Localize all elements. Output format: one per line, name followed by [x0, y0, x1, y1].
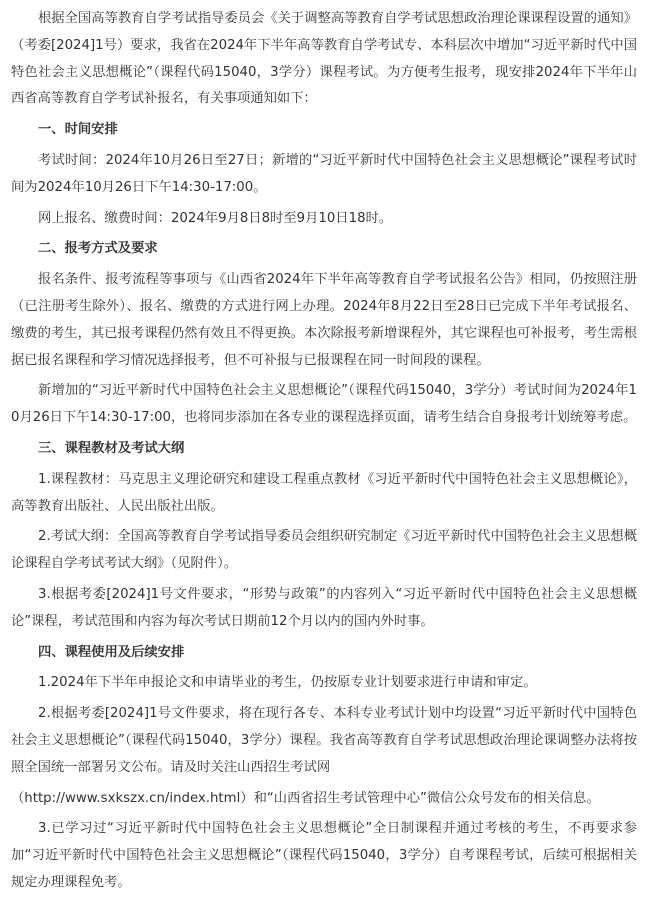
section-heading-schedule: 一、时间安排 [38, 122, 118, 138]
curriculum-paragraph: 2.根据考委[2024]1号文件要求，将在现行各专、本科专业考试计划中均设置“习近平新时代中国特色社会主义思想概论”（课程代码15040，3学分）课程。我省高等教育自学考试思想政治理论课调整办法将按照全国统一部署另文公布。请及时关注山西招生考试网 [11, 706, 637, 775]
registration-requirements-paragraph: 报名条件、报考流程等事项与《山西省2024年下半年高等教育自学考试报名公告》相同，仍按照注册（已注册考生除外）、报名、缴费的方式进行网上办理。2024年8月22日至28日已完成下半年考试报名、缴费的考生，其已报考课程仍然有效且不得更换。本次除报考新增课程外，其它课程也可补报考，考生需根据已报名课程和学习情况选择报考，但不可补报与已报课程在同一时间段的课程。 [11, 272, 637, 368]
thesis-paragraph: 1.2024年下半年申报论文和申请毕业的考生，仍按原专业计划要求进行申请和审定。 [38, 675, 537, 691]
registration-time-paragraph: 网上报名、缴费时间：2024年9月8日8时至9月10日18时。 [38, 210, 393, 226]
exam-time-paragraph: 考试时间：2024年10月26日至27日；新增的“习近平新时代中国特色社会主义思想概论”课程考试时间为2024年10月26日下午14:30-17:00。 [11, 152, 637, 195]
textbook-paragraph: 1.课程教材：马克思主义理论研究和建设工程重点教材《习近平新时代中国特色社会主义思想概论》，高等教育出版社、人民出版社出版。 [11, 471, 637, 514]
new-course-time-paragraph: 新增加的“习近平新时代中国特色社会主义思想概论”（课程代码15040，3学分）考试时间为2024年10月26日下午14:30-17:00，也将同步添加在各专业的课程选择页面，请考生结合自身报考计划统筹考虑。 [11, 383, 637, 426]
syllabus-paragraph: 2.考试大纲：全国高等教育自学考试指导委员会组织研究制定《习近平新时代中国特色社会主义思想概论课程自学考试考试大纲》（见附件）。 [11, 529, 637, 572]
intro-paragraph: 根据全国高等教育自学考试指导委员会《关于调整高等教育自学考试思想政治理论课课程设置的通知》（考委[2024]1号）要求，我省在2024年下半年高等教育自学考试专、本科层次中增加“习近平新时代中国特色社会主义思想概论”（课程代码15040，3学分）课程考试。为方便考生报考，现安排2024年下半年山西省高等教育自学考试补报名，有关事项通知如下： [11, 11, 637, 107]
current-affairs-paragraph: 3.根据考委[2024]1号文件要求，“形势与政策”的内容列入“习近平新时代中国特色社会主义思想概论”课程，考试范围和内容为每次考试日期前12个月以内的国内外时事。 [11, 586, 637, 629]
section-heading-materials: 三、课程教材及考试大纲 [38, 440, 185, 456]
website-link-paragraph[interactable]: （http://www.sxkszx.cn/index.html）和“山西省招生考试管理中心”微信公众号发布的相关信息。 [11, 790, 600, 806]
section-heading-follow-up: 四、课程使用及后续安排 [38, 644, 185, 660]
section-heading-registration: 二、报考方式及要求 [38, 241, 158, 257]
exemption-paragraph: 3.已学习过“习近平新时代中国特色社会主义思想概论”全日制课程并通过考核的考生，不再要求参加“习近平新时代中国特色社会主义思想概论”（课程代码15040，3学分）自考课程考试，后续可根据相关规定办理课程免考。 [11, 821, 637, 890]
